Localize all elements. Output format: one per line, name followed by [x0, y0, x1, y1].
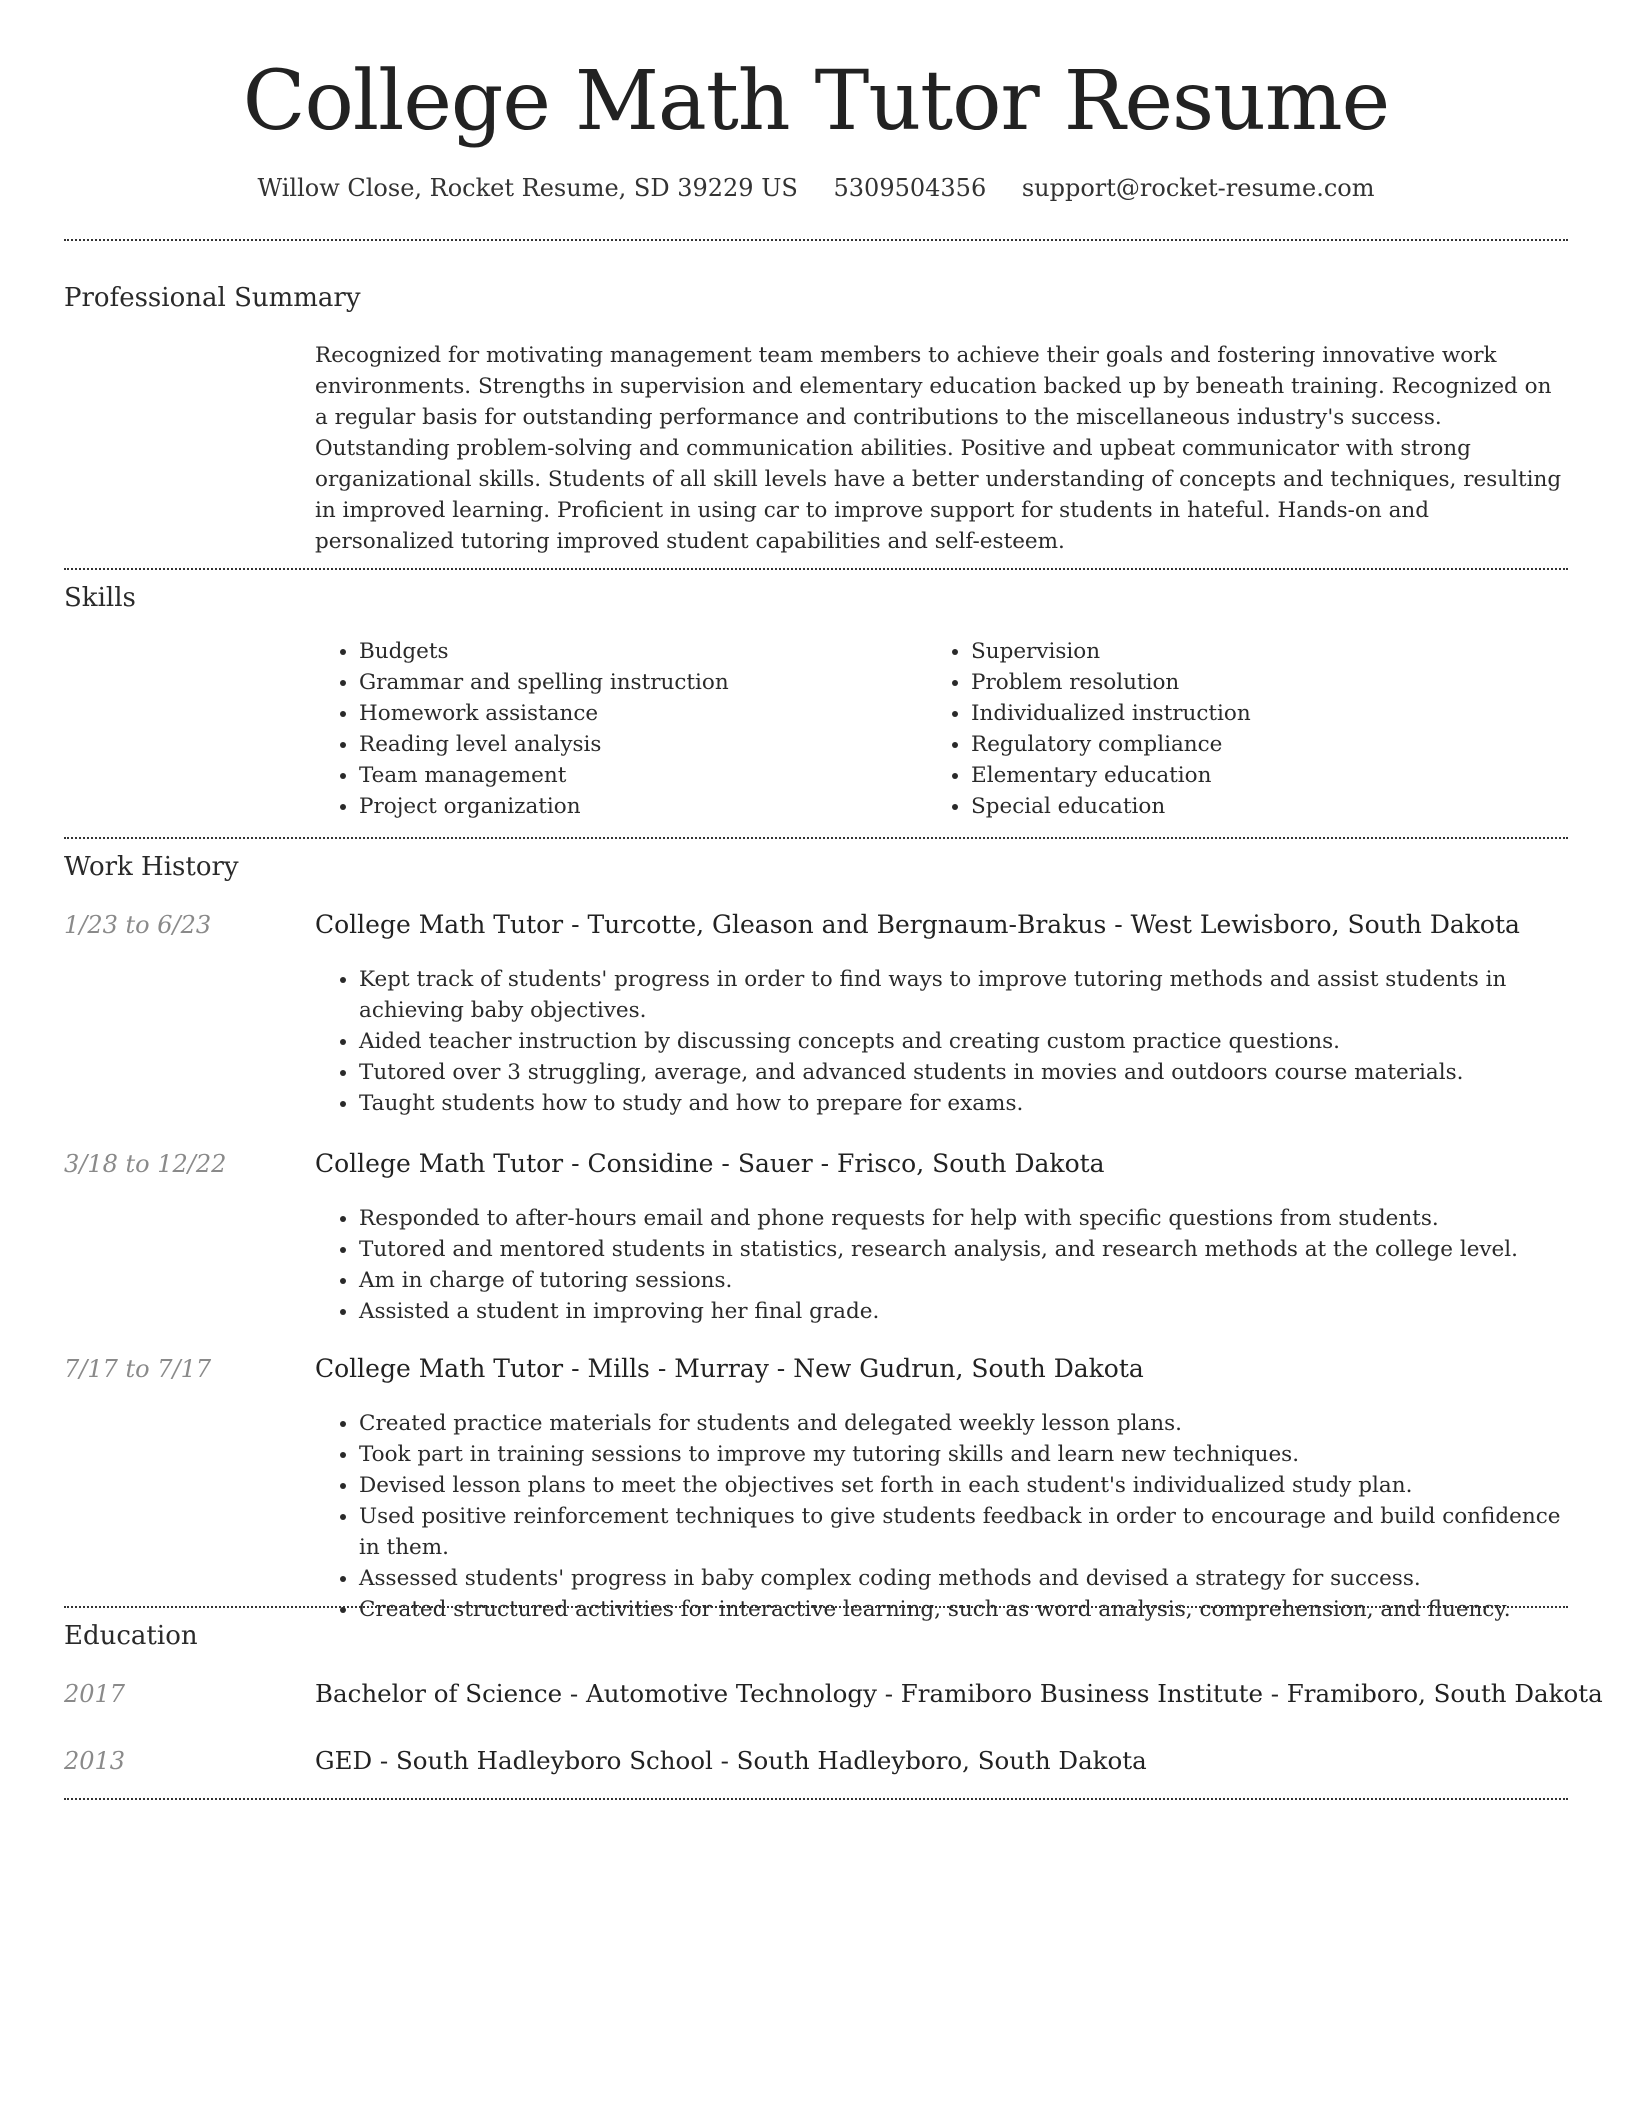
divider — [64, 239, 1568, 241]
job-bullet: • Assessed students' progress in baby complex coding methods and devised a strategy for success. — [359, 1563, 1570, 1594]
education-year: 2013 — [64, 1747, 126, 1775]
skill-item: • Homework assistance — [359, 698, 919, 729]
job-bullet: • Created practice materials for students and delegated weekly lesson plans. — [359, 1408, 1570, 1439]
skills-list-left — [315, 636, 919, 822]
skill-item: • Reading level analysis — [359, 729, 919, 760]
contact-address: Willow Close, Rocket Resume, SD 39229 US — [257, 174, 798, 202]
job-title: College Math Tutor - Turcotte, Gleason and Bergnaum-Brakus - West Lewisboro, South Dakota — [315, 910, 1520, 939]
skill-item: • Project organization — [359, 791, 919, 822]
job-bullet: • Kept track of students' progress in order to find ways to improve tutoring methods and assist students in achieving baby objectives. — [359, 964, 1570, 1026]
divider — [64, 1798, 1568, 1800]
job-bullets — [315, 964, 1570, 1119]
job-bullet: • Created structured activities for interactive learning, such as word analysis, comprehension, and fluency. — [359, 1594, 1570, 1625]
skill-item: • Individualized instruction — [971, 698, 1531, 729]
divider — [64, 837, 1568, 839]
section-title-skills: Skills — [64, 583, 136, 613]
job-title: College Math Tutor - Mills - Murray - New Gudrun, South Dakota — [315, 1354, 1144, 1383]
job-bullets — [315, 1203, 1570, 1327]
skill-item: • Elementary education — [971, 760, 1531, 791]
contact-phone: 5309504356 — [833, 174, 987, 202]
section-title-work: Work History — [64, 852, 239, 882]
skill-item: • Grammar and spelling instruction — [359, 667, 919, 698]
skill-item: • Budgets — [359, 636, 919, 667]
job-bullet: • Responded to after-hours email and phone requests for help with specific questions from students. — [359, 1203, 1570, 1234]
resume-title: College Math Tutor Resume — [242, 54, 1390, 149]
education-entry: GED - South Hadleyboro School - South Hadleyboro, South Dakota — [315, 1746, 1147, 1775]
skills-list-right — [927, 636, 1531, 822]
job-dates: 1/23 to 6/23 — [64, 911, 212, 939]
skill-item: • Supervision — [971, 636, 1531, 667]
job-bullets — [315, 1408, 1570, 1625]
divider — [64, 1606, 1568, 1608]
education-entry: Bachelor of Science - Automotive Technology - Framiboro Business Institute - Framiboro, South Dakota — [315, 1679, 1603, 1708]
job-bullet: • Am in charge of tutoring sessions. — [359, 1265, 1570, 1296]
skill-item: • Problem resolution — [971, 667, 1531, 698]
section-title-summary: Professional Summary — [64, 283, 361, 313]
job-bullet: • Assisted a student in improving her final grade. — [359, 1296, 1570, 1327]
job-bullet: • Aided teacher instruction by discussing concepts and creating custom practice questions. — [359, 1026, 1570, 1057]
section-title-education: Education — [64, 1621, 198, 1651]
skill-item: • Special education — [971, 791, 1531, 822]
contact-line — [0, 170, 1632, 206]
job-bullet: • Used positive reinforcement techniques to give students feedback in order to encourage and build confidence in them. — [359, 1501, 1570, 1563]
job-title: College Math Tutor - Considine - Sauer - Frisco, South Dakota — [315, 1149, 1105, 1178]
job-bullet: • Took part in training sessions to improve my tutoring skills and learn new techniques. — [359, 1439, 1570, 1470]
job-bullet: • Tutored and mentored students in statistics, research analysis, and research methods at the college level. — [359, 1234, 1570, 1265]
skill-item: • Team management — [359, 760, 919, 791]
education-year: 2017 — [64, 1680, 126, 1708]
contact-email: support@rocket-resume.com — [1021, 174, 1375, 202]
divider — [64, 568, 1568, 570]
job-dates: 3/18 to 12/22 — [64, 1150, 227, 1178]
job-bullet: • Taught students how to study and how to prepare for exams. — [359, 1088, 1570, 1119]
summary-text: Recognized for motivating management team members to achieve their goals and fostering innovative work environments. Strengths in supervision and elementary education backed up by beneath training. Recognized on a regular basis for outstanding performance and contributions to the miscellaneous industry's success. Outstanding problem-solving and communication abilities. Positive and upbeat communicator with strong organizational skills. Students of all skill levels have a better understanding of concepts and techniques, resulting in improved learning. Proficient in using car to improve support for students in hateful. Hands-on and personalized tutoring improved student capabilities and self-esteem. — [315, 343, 1562, 554]
job-dates: 7/17 to 7/17 — [64, 1355, 212, 1383]
job-bullet: • Devised lesson plans to meet the objectives set forth in each student's individualized study plan. — [359, 1470, 1570, 1501]
skill-item: • Regulatory compliance — [971, 729, 1531, 760]
job-bullet: • Tutored over 3 struggling, average, and advanced students in movies and outdoors course materials. — [359, 1057, 1570, 1088]
